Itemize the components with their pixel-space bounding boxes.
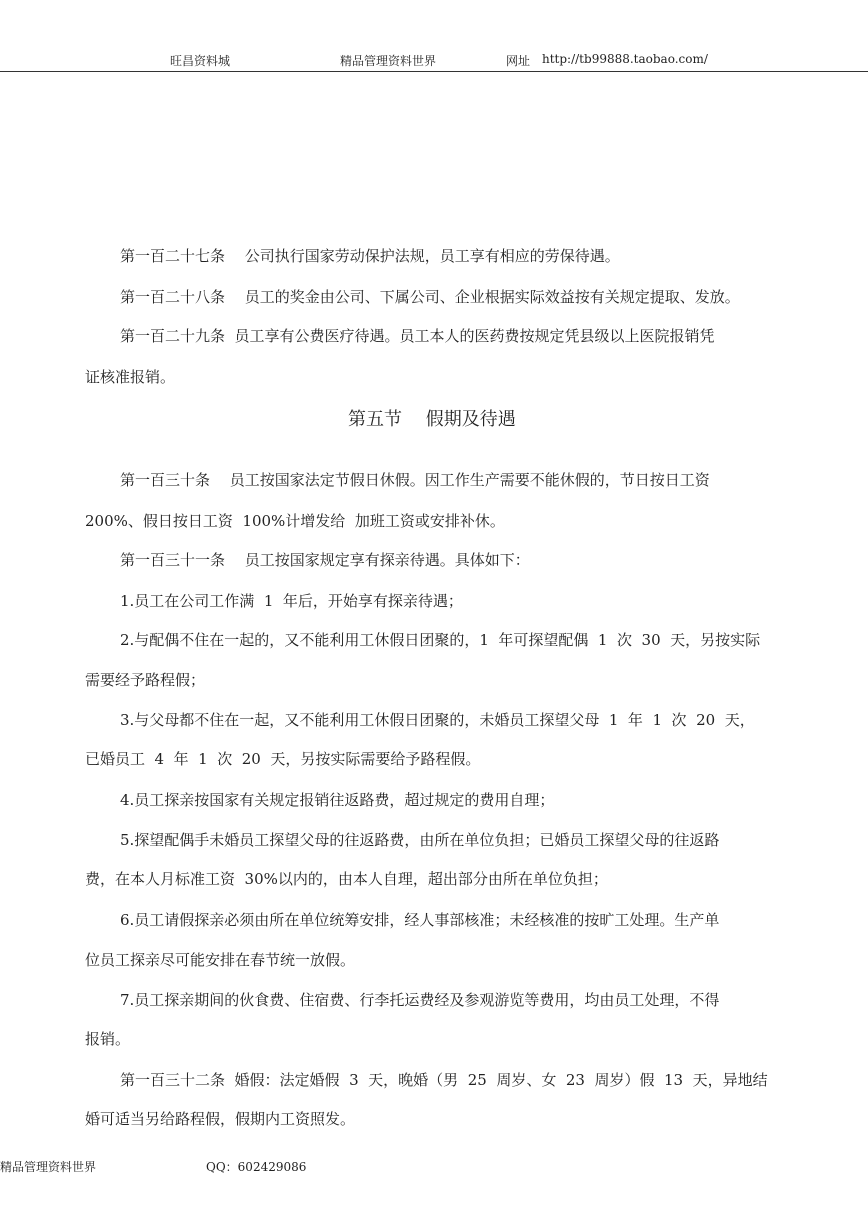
header-url-label: 网址 [506,54,531,68]
list-item-7-line2: 报销。 [85,1030,131,1048]
article-127: 第一百二十七条 公司执行国家劳动保护法规，员工享有相应的劳保待遇。 [120,247,620,265]
article-128: 第一百二十八条 员工的奖金由公司、下属公司、企业根据实际效益按有关规定提取、发放。 [120,288,740,306]
list-item-2-line1: 2.与配偶不住在一起的，又不能利用工休假日团聚的，1 年可探望配偶 1 次 30 天，另按实际 [120,631,761,649]
article-130-line1: 第一百三十条 员工按国家法定节假日休假。因工作生产需要不能休假的，节日按日工资 [120,471,710,489]
list-item-2-line2: 需要经予路程假； [85,671,206,689]
article-131: 第一百三十一条 员工按国家规定享有探亲待遇。具体如下： [120,551,530,569]
section-title: 第五节 假期及待遇 [348,409,516,430]
article-132-line2: 婚可适当另给路程假，假期内工资照发。 [85,1110,356,1128]
list-item-3-line2: 已婚员工 4 年 1 次 20 天，另按实际需要给予路程假。 [85,750,481,768]
article-130-line2: 200%、假日按日工资 100%计增发给 加班工资或安排补休。 [85,512,505,530]
page-header [0,50,868,70]
header-divider [0,71,868,72]
list-item-5-line2: 费，在本人月标准工资 30%以内的，由本人自理，超出部分由所在单位负担； [85,870,608,888]
header-title: 精品管理资料世界 [340,54,437,68]
list-item-6-line2: 位员工探亲尽可能安排在春节统一放假。 [85,951,356,969]
list-item-1: 1.员工在公司工作满 1 年后，开始享有探亲待遇； [120,592,463,610]
article-132-line1: 第一百三十二条 婚假：法定婚假 3 天，晚婚（男 25 周岁、女 23 周岁）假 13 天，异地结 [120,1071,768,1089]
footer-qq: QQ：602429086 [206,1160,307,1174]
list-item-6-line1: 6.员工请假探亲必须由所在单位统筹安排，经人事部核准；未经核准的按旷工处理。生产单 [120,911,720,929]
list-item-3-line1: 3.与父母都不住在一起，又不能利用工休假日团聚的，未婚员工探望父母 1 年 1 次 20 天， [120,711,755,729]
list-item-5-line1: 5.探望配偶手未婚员工探望父母的往返路费，由所在单位负担；已婚员工探望父母的往返路 [120,831,720,849]
header-url-link[interactable]: http://tb99888.taobao.com/ [542,52,708,66]
article-129-line1: 第一百二十九条 员工享有公费医疗待遇。员工本人的医药费按规定凭县级以上医院报销凭 [120,327,715,345]
header-site-name: 旺昌资料城 [170,54,231,68]
article-129-line2: 证核准报销。 [85,368,176,386]
list-item-7-line1: 7.员工探亲期间的伙食费、住宿费、行李托运费经及参观游览等费用，均由员工处理，不得 [120,991,720,1009]
list-item-4: 4.员工探亲按国家有关规定报销往返路费，超过规定的费用自理； [120,791,555,809]
footer-title: 精品管理资料世界 [0,1160,97,1174]
